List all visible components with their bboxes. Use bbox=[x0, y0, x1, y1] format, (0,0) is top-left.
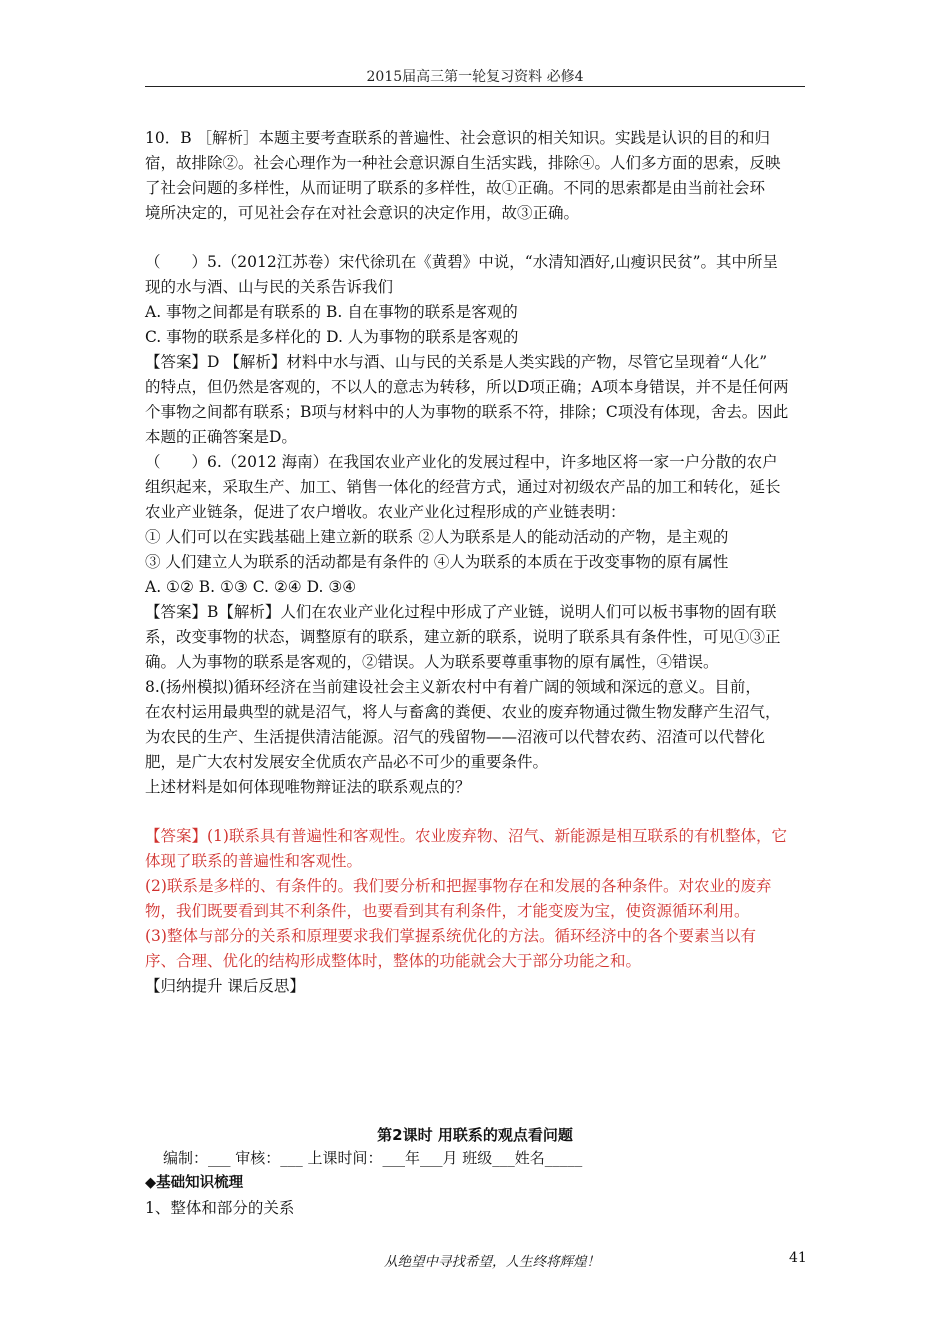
body-line: 在农村运用最典型的就是沼气，将人与畜禽的粪便、农业的废弃物通过微生物发酵产生沼气， bbox=[145, 703, 781, 721]
header-rule bbox=[145, 86, 805, 87]
body-line: 农业产业链条，促进了农户增收。农业产业化过程形成的产业链表明： bbox=[145, 503, 626, 521]
question-5-options-ab: A. 事物之间都是有联系的 B. 自在事物的联系是客观的 bbox=[145, 303, 518, 321]
question-8-stem: 8.(扬州模拟)循环经济在当前建设社会主义新农村中有着广阔的领域和深远的意义。目前， bbox=[145, 678, 761, 696]
question-8-prompt: 上述材料是如何体现唯物辩证法的联系观点的？ bbox=[145, 778, 471, 796]
running-header: 2015届高三第一轮复习资料 必修4 bbox=[366, 69, 584, 85]
body-line: 境所决定的，可见社会存在对社会意识的决定作用，故③正确。 bbox=[145, 204, 580, 222]
answer-line: (3)整体与部分的关系和原理要求我们掌握系统优化的方法。循环经济中的各个要素当以有 bbox=[145, 927, 756, 945]
body-line: 肥，是广大农村发展安全优质农产品必不可少的重要条件。 bbox=[145, 753, 549, 771]
body-line: 宿，故排除②。社会心理作为一种社会意识源自生活实践，排除④。人们多方面的思索，反映 bbox=[145, 154, 781, 172]
footer-motto: 从绝望中寻找希望，人生终将辉煌！ bbox=[384, 1254, 600, 1270]
question-6-statement: ③ 人们建立人为联系的活动都是有条件的 ④人为联系的本质在于改变事物的原有属性 bbox=[145, 553, 729, 571]
question-5-stem: （ ）5.（2012江苏卷）宋代徐玑在《黄碧》中说，“水清知酒好,山瘦识民贫”。其中所呈 bbox=[145, 253, 779, 271]
section-item: 1、整体和部分的关系 bbox=[145, 1199, 295, 1217]
question-6-options: A. ①② B. ①③ C. ②④ D. ③④ bbox=[145, 578, 357, 596]
page-number: 41 bbox=[789, 1250, 807, 1266]
answer-line: 体现了联系的普遍性和客观性。 bbox=[145, 852, 363, 870]
answer-line: 【答案】(1)联系具有普遍性和客观性。农业废弃物、沼气、新能源是相互联系的有机整体，它 bbox=[145, 827, 787, 845]
question-6-statement: ① 人们可以在实践基础上建立新的联系 ②人为联系是人的能动活动的产物，是主观的 bbox=[145, 528, 729, 546]
body-line: 了社会问题的多样性，从而证明了联系的多样性，故①正确。不同的思索都是由当前社会环 bbox=[145, 179, 766, 197]
question-6-answer: 【答案】B【解析】人们在农业产业化过程中形成了产业链，说明人们可以板书事物的固有联 bbox=[145, 603, 777, 621]
body-line: 个事物之间都有联系；B项与材料中的人为事物的联系不符，排除；C项没有体现，舍去。因此 bbox=[145, 403, 789, 421]
body-line: 本题的正确答案是D。 bbox=[145, 428, 297, 446]
body-line: 10．B ［解析］本题主要考查联系的普遍性、社会意识的相关知识。实践是认识的目的和归 bbox=[145, 129, 771, 147]
body-line: 组织起来，采取生产、加工、销售一体化的经营方式，通过对初级农产品的加工和转化，延长 bbox=[145, 478, 781, 496]
reflection-heading: 【归纳提升 课后反思】 bbox=[145, 977, 305, 995]
question-5-options-cd: C. 事物的联系是多样化的 D. 人为事物的联系是客观的 bbox=[145, 328, 519, 346]
answer-line: (2)联系是多样的、有条件的。我们要分析和把握事物存在和发展的各种条件。对农业的废弃 bbox=[145, 877, 772, 895]
section-heading: ◆基础知识梳理 bbox=[145, 1175, 244, 1191]
answer-line: 物，我们既要看到其不利条件，也要看到其有利条件，才能变废为宝，使资源循环利用。 bbox=[145, 902, 750, 920]
body-line: 系，改变事物的状态，调整原有的联系，建立新的联系，说明了联系具有条件性，可见①③正 bbox=[145, 628, 781, 646]
body-line: 确。人为事物的联系是客观的，②错误。人为联系要尊重事物的原有属性，④错误。 bbox=[145, 653, 719, 671]
body-line: 的特点，但仍然是客观的，不以人的意志为转移，所以D项正确；A项本身错误，并不是任何两 bbox=[145, 378, 789, 396]
question-5-answer: 【答案】D 【解析】材料中水与酒、山与民的关系是人类实践的产物，尽管它呈现着“人化” bbox=[145, 353, 768, 371]
body-line: 为农民的生产、生活提供清洁能源。沼气的残留物——沼液可以代替农药、沼渣可以代替化 bbox=[145, 728, 766, 746]
lesson-title: 第2课时 用联系的观点看问题 bbox=[377, 1126, 573, 1144]
answer-line: 序、合理、优化的结构形成整体时，整体的功能就会大于部分功能之和。 bbox=[145, 952, 642, 970]
lesson-meta-line: 编制：___ 审核：___ 上课时间：___年___月 班级___姓名_____ bbox=[163, 1149, 583, 1167]
body-line: 现的水与酒、山与民的关系告诉我们 bbox=[145, 278, 394, 296]
question-6-stem: （ ）6.（2012 海南）在我国农业产业化的发展过程中，许多地区将一家一户分散的农户 bbox=[145, 453, 778, 471]
